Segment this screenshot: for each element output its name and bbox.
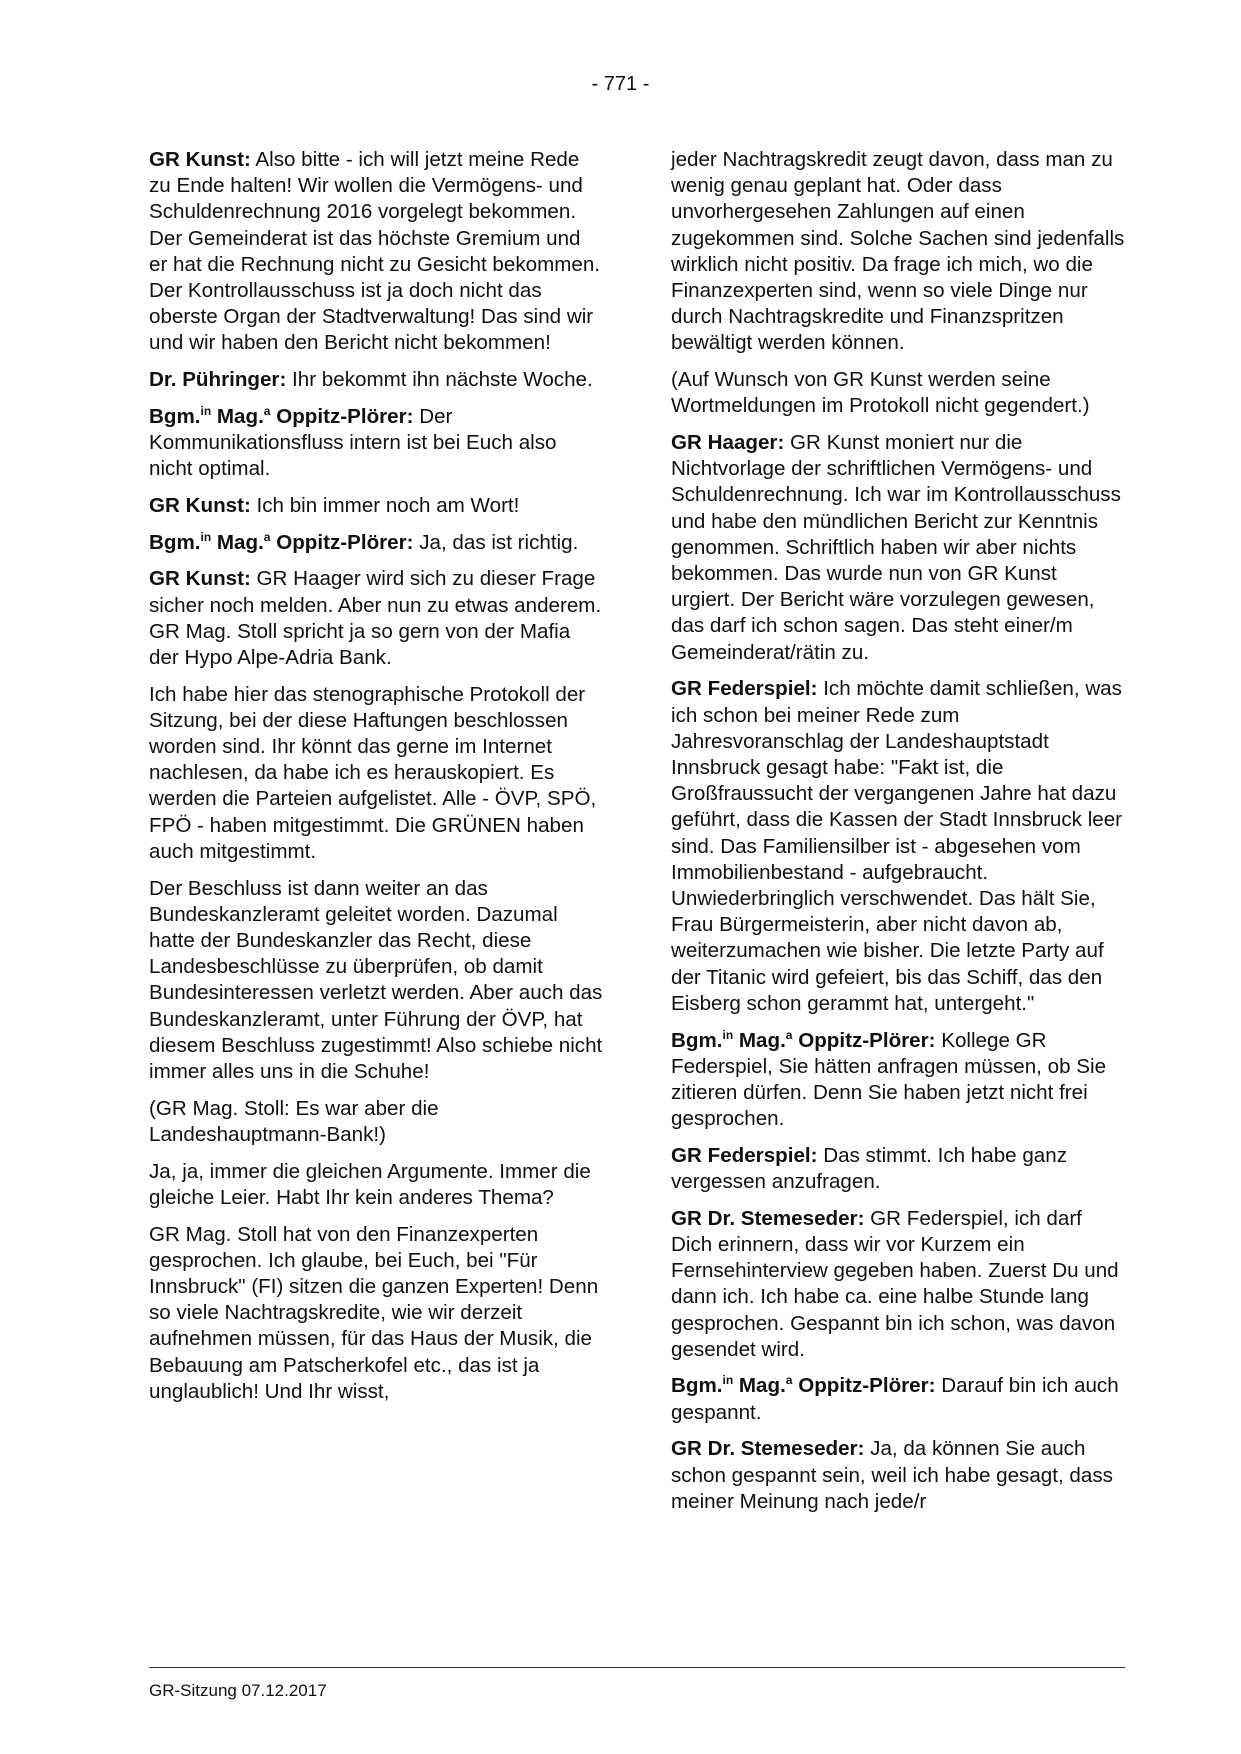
speaker-name: GR Dr. Stemeseder:: [671, 1206, 865, 1230]
speaker-name: GR Federspiel:: [671, 677, 818, 701]
superscript: in: [722, 1027, 734, 1042]
speaker-name: GR Federspiel:: [671, 1143, 818, 1167]
paragraph: [149, 493, 604, 519]
speaker-name: [149, 531, 414, 554]
speaker-title: Mag.: [211, 530, 264, 554]
paragraph: [671, 676, 1126, 1017]
superscript: in: [200, 529, 212, 544]
left-column: [149, 147, 604, 1415]
speech-text: Darauf bin ich auch gespannt.: [671, 1374, 1119, 1424]
speech-text: Ich möchte damit schließen, was ich schon bei meiner Rede zum Jahresvoranschlag der Landeshauptstadt Innsbruck gesagt habe: "Fakt ist, die Großfraussucht der vergangenen Jahre hat dazu geführt, dass die Kassen der Stadt Innsbruck leer sind. Das Familiensilber ist - abgesehen vom Immobilienbestand - aufgebraucht. Unwiederbringlich verschwendet. Das hält Sie, Frau Bürgermeisterin, aber nicht davon ab, weiterzumachen wie bisher. Die letzte Party auf der Titanic wird gefeiert, bis das Schiff, das den Eisberg schon gerammt hat, untergeht.": [671, 677, 1123, 1015]
speaker-name: [671, 1029, 936, 1052]
speaker-title: Bgm.: [671, 1374, 723, 1398]
paragraph: GR Mag. Stoll hat von den Finanzexperten gesprochen. Ich glaube, bei Euch, bei "Für Innsbruck" (FI) sitzen die ganzen Experten! Denn so viele Nachtragskredite, wie wir derzeit aufnehmen müssen, für das Haus der Musik, die Bebauung am Patscherkofel etc., das ist ja unglaublich! Und Ihr wisst,: [149, 1222, 599, 1403]
speaker-surname: Oppitz-Plörer:: [792, 1028, 936, 1052]
speaker-name: GR Haager:: [671, 431, 785, 455]
superscript: a: [785, 1027, 793, 1042]
speaker-title: Mag.: [733, 1374, 786, 1398]
speaker-name: Dr. Pühringer:: [149, 368, 287, 392]
speech-text: GR Haager wird sich zu dieser Frage sicher noch melden. Aber nun zu etwas anderem. GR Mag. Stoll spricht ja so gern von der Mafia der Hypo Alpe-Adria Bank.: [149, 567, 602, 669]
speaker-name: GR Kunst:: [149, 493, 251, 517]
speech-text: GR Kunst moniert nur die Nichtvorlage der schriftlichen Vermögens- und Schuldenrechnung. Ich war im Kontrollausschuss und habe den mündlichen Bericht zur Kenntnis genommen. Schriftlich haben wir aber nichts bekommen. Das wurde nun von GR Kunst urgiert. Der Bericht wäre vorzulegen gewesen, das darf ich schon sagen. Das steht einer/m Gemeinderat/rätin zu.: [671, 431, 1121, 664]
speaker-name: [671, 1374, 936, 1397]
interjection: (GR Mag. Stoll: Es war aber die Landeshauptmann-Bank!): [149, 1096, 439, 1146]
speaker-surname: Oppitz-Plörer:: [792, 1374, 936, 1398]
speaker-surname: Oppitz-Plörer:: [270, 404, 414, 428]
superscript: in: [722, 1373, 734, 1388]
speech-text: Ja, das ist richtig.: [413, 530, 579, 554]
paragraph: [671, 1143, 1126, 1195]
speech-text: Ich bin immer noch am Wort!: [250, 493, 520, 517]
speaker-title: Mag.: [211, 404, 264, 428]
speaker-name: GR Kunst:: [149, 567, 251, 591]
paragraph: [149, 530, 604, 556]
paragraph: [149, 147, 604, 357]
superscript: a: [263, 403, 271, 418]
superscript: a: [785, 1373, 793, 1388]
speech-text: Ihr bekommt ihn nächste Woche.: [286, 368, 593, 392]
paragraph: Ich habe hier das stenographische Protokoll der Sitzung, bei der diese Haftungen beschlossen worden sind. Ihr könnt das gerne im Internet nachlesen, da habe ich es herauskopiert. Es werden die Parteien aufgelistet. Alle - ÖVP, SPÖ, FPÖ - haben mitgestimmt. Die GRÜNEN haben auch mitgestimmt.: [149, 682, 597, 863]
speech-text: Das stimmt. Ich habe ganz vergessen anzufragen.: [671, 1143, 1068, 1194]
paragraph: [671, 1373, 1126, 1425]
speech-text: Der Kommunikationsfluss intern ist bei Euch also nicht optimal.: [149, 404, 557, 481]
speech-text: Ja, da können Sie auch schon gespannt sein, weil ich habe gesagt, dass meiner Meinung nach jede/r: [671, 1437, 1113, 1513]
speaker-title: Mag.: [733, 1028, 786, 1052]
page-number: - 771 -: [591, 73, 650, 95]
editorial-note: (Auf Wunsch von GR Kunst werden seine Wortmeldungen im Protokoll nicht gegendert.): [671, 368, 1090, 418]
superscript: in: [200, 403, 212, 418]
paragraph: [671, 1206, 1126, 1363]
footer-divider: [149, 1667, 1125, 1668]
footer-session-date: GR-Sitzung 07.12.2017: [149, 1681, 327, 1700]
speech-text: Also bitte - ich will jetzt meine Rede zu Ende halten! Wir wollen die Vermögens- und Schuldenrechnung 2016 vorgelegt bekommen. Der Gemeinderat ist das höchste Gremium und er hat die Rechnung nicht zu Gesicht bekommen. Der Kontrollausschuss ist ja doch nicht das oberste Organ der Stadtverwaltung! Das sind wir und wir haben den Bericht nicht bekommen!: [149, 148, 601, 355]
paragraph: [149, 566, 604, 671]
speaker-name: [149, 405, 414, 428]
speech-text: Kollege GR Federspiel, Sie hätten anfragen müssen, ob Sie zitieren dürfen. Denn Sie haben jetzt nicht frei gesprochen.: [671, 1028, 1107, 1131]
right-column: [671, 147, 1126, 1525]
paragraph: Der Beschluss ist dann weiter an das Bundeskanzleramt geleitet worden. Dazumal hatte der Bundeskanzler das Recht, diese Landesbeschlüsse zu überprüfen, ob damit Bundesinteressen verletzt werden. Aber auch das Bundeskanzleramt, unter Führung der ÖVP, hat diesem Beschluss zugestimmt! Also schiebe nicht immer alles uns in die Schuhe!: [149, 876, 603, 1083]
speaker-title: Bgm.: [671, 1028, 723, 1052]
superscript: a: [263, 529, 271, 544]
paragraph: [149, 367, 604, 393]
speaker-surname: Oppitz-Plörer:: [270, 530, 414, 554]
paragraph: Ja, ja, immer die gleichen Argumente. Immer die gleiche Leier. Habt Ihr kein anderes Thema?: [149, 1159, 591, 1209]
paragraph: jeder Nachtragskredit zeugt davon, dass man zu wenig genau geplant hat. Oder dass unvorhergesehen Zahlungen auf einen zugekommen sind. Solche Sachen sind jedenfalls wirklich nicht positiv. Da frage ich mich, wo die Finanzexperten sind, wenn so viele Dinge nur durch Nachtragskredite und Finanzspritzen bewältigt werden können.: [671, 148, 1125, 355]
paragraph: [671, 430, 1126, 666]
paragraph: [671, 1028, 1126, 1133]
paragraph: [671, 1436, 1126, 1515]
speaker-title: Bgm.: [149, 530, 201, 554]
speaker-title: Bgm.: [149, 404, 201, 428]
paragraph: [149, 404, 604, 483]
speaker-name: GR Dr. Stemeseder:: [671, 1437, 865, 1461]
speech-text: GR Federspiel, ich darf Dich erinnern, dass wir vor Kurzem ein Fernsehinterview gegeben haben. Zuerst Du und dann ich. Ich habe ca. eine halbe Stunde lang gesprochen. Gespannt bin ich schon, was davon gesendet wird.: [671, 1206, 1119, 1361]
speaker-name: GR Kunst:: [149, 148, 251, 171]
